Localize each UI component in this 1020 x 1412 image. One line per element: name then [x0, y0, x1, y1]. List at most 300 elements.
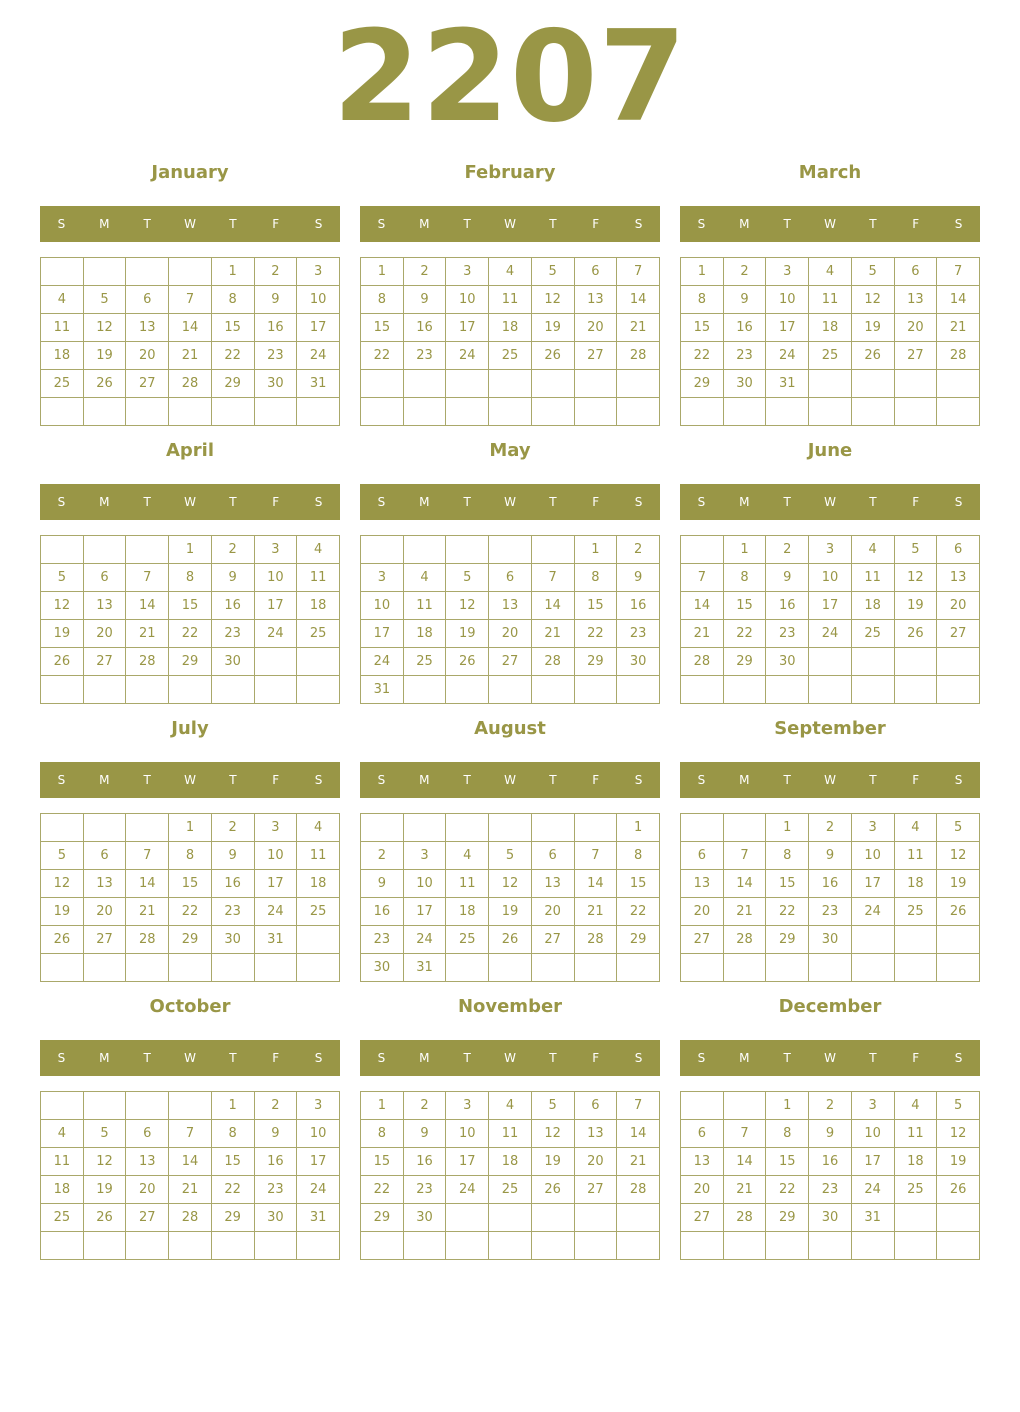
day-cell: 30: [254, 370, 297, 398]
week-row: [681, 564, 980, 592]
day-cell: 9: [361, 870, 404, 898]
day-cell: 17: [851, 1148, 894, 1176]
day-cell: 20: [83, 898, 126, 926]
day-cell: [403, 370, 446, 398]
week-row: [681, 648, 980, 676]
day-cell: [937, 1204, 980, 1232]
day-cell: [617, 676, 660, 704]
week-row: [41, 842, 340, 870]
day-cell: 1: [574, 536, 617, 564]
day-cell: 12: [489, 870, 532, 898]
day-cell: 8: [766, 842, 809, 870]
week-row: [681, 342, 980, 370]
day-cell: [361, 536, 404, 564]
week-row: [361, 370, 660, 398]
day-cell: 5: [851, 258, 894, 286]
weekday-label: T: [143, 773, 151, 787]
day-cell: 21: [574, 898, 617, 926]
weekday-header: [360, 762, 660, 798]
day-cell: 25: [41, 1204, 84, 1232]
weekday-label: M: [99, 217, 110, 231]
weekday-label: T: [549, 495, 557, 509]
day-cell: 7: [126, 564, 169, 592]
weekday-header: [40, 1040, 340, 1076]
day-cell: 15: [766, 870, 809, 898]
day-cell: [851, 926, 894, 954]
month-title: March: [798, 162, 862, 183]
day-cell: 9: [766, 564, 809, 592]
day-cell: [254, 648, 297, 676]
day-cell: 14: [723, 870, 766, 898]
day-grid: [40, 257, 340, 426]
day-cell: 18: [809, 314, 852, 342]
day-cell: 25: [403, 648, 446, 676]
day-cell: [531, 954, 574, 982]
day-cell: 23: [723, 342, 766, 370]
day-cell: 3: [809, 536, 852, 564]
weekday-label: F: [592, 217, 600, 231]
day-cell: [41, 258, 84, 286]
month-title: August: [474, 718, 546, 739]
day-cell: 13: [681, 870, 724, 898]
weekday-header: [680, 1040, 980, 1076]
weekday-label: W: [504, 1051, 516, 1065]
day-cell: 3: [297, 1092, 340, 1120]
day-cell: 7: [169, 1120, 212, 1148]
day-cell: [489, 676, 532, 704]
day-cell: 30: [809, 1204, 852, 1232]
day-cell: 6: [894, 258, 937, 286]
day-cell: 20: [937, 592, 980, 620]
day-cell: 11: [894, 1120, 937, 1148]
day-cell: 20: [681, 898, 724, 926]
day-cell: 13: [681, 1148, 724, 1176]
weekday-label: W: [824, 773, 836, 787]
day-cell: 12: [937, 1120, 980, 1148]
day-cell: [937, 648, 980, 676]
day-cell: 11: [809, 286, 852, 314]
day-cell: [254, 1232, 297, 1260]
day-cell: 22: [574, 620, 617, 648]
day-cell: [809, 1232, 852, 1260]
day-cell: 24: [254, 620, 297, 648]
weekday-label: M: [739, 1051, 750, 1065]
day-cell: 3: [851, 1092, 894, 1120]
week-row: [41, 342, 340, 370]
day-cell: 27: [894, 342, 937, 370]
day-cell: 22: [617, 898, 660, 926]
day-cell: [169, 954, 212, 982]
day-cell: [41, 814, 84, 842]
day-cell: 27: [83, 648, 126, 676]
weekday-label: S: [954, 773, 963, 787]
weekday-label: T: [463, 1051, 471, 1065]
weekday-header: [360, 484, 660, 520]
day-cell: 22: [681, 342, 724, 370]
week-row: [681, 1176, 980, 1204]
day-cell: [894, 926, 937, 954]
day-cell: 10: [403, 870, 446, 898]
weekday-label: T: [229, 1051, 237, 1065]
day-cell: 25: [446, 926, 489, 954]
day-cell: [254, 954, 297, 982]
day-cell: 16: [403, 1148, 446, 1176]
day-cell: 8: [766, 1120, 809, 1148]
day-cell: 9: [809, 1120, 852, 1148]
week-row: [681, 676, 980, 704]
week-row: [361, 564, 660, 592]
day-cell: 12: [446, 592, 489, 620]
day-cell: [531, 398, 574, 426]
day-cell: [446, 398, 489, 426]
weekday-label: T: [783, 773, 791, 787]
day-cell: 9: [254, 1120, 297, 1148]
day-cell: 18: [894, 870, 937, 898]
day-cell: 2: [723, 258, 766, 286]
weekday-label: M: [739, 773, 750, 787]
day-cell: 14: [169, 1148, 212, 1176]
day-cell: 7: [126, 842, 169, 870]
day-cell: 13: [574, 286, 617, 314]
day-cell: 16: [617, 592, 660, 620]
day-cell: [169, 676, 212, 704]
weekday-label: S: [377, 217, 386, 231]
day-cell: 10: [446, 286, 489, 314]
day-cell: 7: [617, 258, 660, 286]
day-cell: 28: [937, 342, 980, 370]
day-cell: 27: [83, 926, 126, 954]
weekday-header: [40, 484, 340, 520]
week-row: [361, 620, 660, 648]
day-cell: 24: [254, 898, 297, 926]
weekday-label: T: [783, 1051, 791, 1065]
day-cell: 10: [254, 842, 297, 870]
day-cell: 28: [126, 648, 169, 676]
day-cell: 23: [361, 926, 404, 954]
weekday-label: S: [57, 1051, 66, 1065]
weekday-label: M: [419, 773, 430, 787]
day-cell: 17: [254, 592, 297, 620]
day-cell: 29: [574, 648, 617, 676]
day-cell: [723, 1232, 766, 1260]
week-row: [681, 620, 980, 648]
week-row: [681, 926, 980, 954]
week-row: [681, 1092, 980, 1120]
day-cell: [297, 676, 340, 704]
day-cell: 23: [254, 342, 297, 370]
day-cell: 8: [169, 842, 212, 870]
day-cell: 9: [254, 286, 297, 314]
day-cell: 7: [681, 564, 724, 592]
weekday-label: W: [824, 495, 836, 509]
month-title: February: [464, 162, 556, 183]
weekday-label: M: [99, 1051, 110, 1065]
day-cell: [531, 1232, 574, 1260]
day-cell: 9: [403, 1120, 446, 1148]
day-cell: 1: [169, 536, 212, 564]
weekday-label: F: [912, 495, 920, 509]
day-cell: 6: [937, 536, 980, 564]
day-cell: 1: [766, 1092, 809, 1120]
day-grid: [360, 1091, 660, 1260]
day-cell: 15: [681, 314, 724, 342]
day-cell: 1: [681, 258, 724, 286]
month-title: January: [151, 162, 229, 183]
day-cell: 13: [83, 592, 126, 620]
day-cell: [723, 814, 766, 842]
day-cell: [851, 1232, 894, 1260]
day-cell: 2: [766, 536, 809, 564]
day-cell: [681, 1232, 724, 1260]
day-cell: 14: [126, 870, 169, 898]
day-cell: [894, 1232, 937, 1260]
day-cell: 27: [489, 648, 532, 676]
day-cell: [937, 398, 980, 426]
day-cell: 17: [254, 870, 297, 898]
week-row: [41, 1232, 340, 1260]
weekday-label: W: [184, 1051, 196, 1065]
day-cell: 18: [297, 592, 340, 620]
day-cell: 9: [403, 286, 446, 314]
day-cell: 12: [531, 286, 574, 314]
day-cell: 29: [361, 1204, 404, 1232]
day-cell: 18: [41, 342, 84, 370]
day-cell: 4: [297, 536, 340, 564]
day-cell: 26: [531, 342, 574, 370]
day-cell: 12: [894, 564, 937, 592]
weekday-label: S: [697, 773, 706, 787]
weekday-label: S: [314, 773, 323, 787]
day-cell: [574, 398, 617, 426]
day-cell: [403, 676, 446, 704]
day-grid: [680, 813, 980, 982]
day-cell: [809, 398, 852, 426]
week-row: [41, 258, 340, 286]
day-cell: 20: [83, 620, 126, 648]
day-cell: [574, 676, 617, 704]
day-cell: [681, 536, 724, 564]
day-grid: [680, 1091, 980, 1260]
weekday-label: S: [954, 1051, 963, 1065]
week-row: [361, 1176, 660, 1204]
day-cell: [297, 648, 340, 676]
day-cell: [297, 954, 340, 982]
day-cell: [254, 398, 297, 426]
weekday-label: S: [954, 495, 963, 509]
day-cell: 28: [169, 1204, 212, 1232]
day-cell: 28: [723, 926, 766, 954]
day-cell: 12: [41, 870, 84, 898]
day-cell: 21: [681, 620, 724, 648]
day-cell: 28: [574, 926, 617, 954]
day-cell: 13: [574, 1120, 617, 1148]
day-cell: [126, 814, 169, 842]
day-cell: 12: [41, 592, 84, 620]
day-cell: 19: [489, 898, 532, 926]
weekday-label: T: [549, 1051, 557, 1065]
day-cell: [617, 398, 660, 426]
day-cell: 22: [766, 1176, 809, 1204]
day-cell: [361, 1232, 404, 1260]
day-cell: 30: [617, 648, 660, 676]
day-cell: 6: [574, 258, 617, 286]
weekday-label: S: [314, 217, 323, 231]
day-cell: 18: [403, 620, 446, 648]
day-cell: 17: [851, 870, 894, 898]
weekday-label: T: [783, 495, 791, 509]
day-cell: [489, 536, 532, 564]
week-row: [681, 314, 980, 342]
day-cell: 6: [489, 564, 532, 592]
day-cell: [489, 370, 532, 398]
day-cell: 6: [574, 1092, 617, 1120]
weekday-label: M: [99, 773, 110, 787]
weekday-label: S: [954, 217, 963, 231]
day-cell: 17: [403, 898, 446, 926]
day-cell: 25: [894, 1176, 937, 1204]
day-cell: 24: [446, 1176, 489, 1204]
day-cell: 3: [446, 1092, 489, 1120]
day-cell: [126, 536, 169, 564]
day-cell: [211, 954, 254, 982]
week-row: [41, 870, 340, 898]
day-cell: 1: [361, 1092, 404, 1120]
day-grid: [40, 1091, 340, 1260]
day-cell: 16: [254, 314, 297, 342]
week-row: [361, 814, 660, 842]
day-grid: [360, 257, 660, 426]
day-cell: 23: [617, 620, 660, 648]
day-cell: 29: [617, 926, 660, 954]
day-cell: 2: [617, 536, 660, 564]
weekday-label: T: [869, 1051, 877, 1065]
day-cell: [446, 536, 489, 564]
day-cell: [41, 1232, 84, 1260]
day-cell: [937, 954, 980, 982]
day-cell: 6: [531, 842, 574, 870]
day-cell: [126, 676, 169, 704]
day-cell: 29: [681, 370, 724, 398]
day-cell: 5: [531, 1092, 574, 1120]
day-cell: 29: [169, 648, 212, 676]
day-cell: 29: [211, 1204, 254, 1232]
weekday-label: S: [57, 773, 66, 787]
day-cell: 26: [489, 926, 532, 954]
week-row: [41, 536, 340, 564]
day-cell: 4: [489, 258, 532, 286]
month-title: April: [165, 440, 215, 461]
week-row: [41, 592, 340, 620]
weekday-header: [680, 206, 980, 242]
day-cell: [126, 258, 169, 286]
day-cell: 15: [574, 592, 617, 620]
week-row: [681, 258, 980, 286]
day-cell: 26: [937, 1176, 980, 1204]
weekday-label: S: [57, 217, 66, 231]
day-cell: 24: [809, 620, 852, 648]
day-cell: 3: [254, 814, 297, 842]
day-cell: 10: [851, 842, 894, 870]
day-cell: [297, 926, 340, 954]
week-row: [361, 1204, 660, 1232]
day-cell: 23: [254, 1176, 297, 1204]
week-row: [361, 676, 660, 704]
day-cell: 1: [211, 1092, 254, 1120]
week-row: [41, 370, 340, 398]
weekday-label: T: [229, 773, 237, 787]
day-cell: 20: [574, 1148, 617, 1176]
day-cell: [851, 648, 894, 676]
weekday-label: F: [912, 217, 920, 231]
day-cell: 2: [403, 1092, 446, 1120]
day-cell: 6: [83, 842, 126, 870]
day-cell: 11: [489, 1120, 532, 1148]
week-row: [361, 1092, 660, 1120]
day-cell: 27: [574, 1176, 617, 1204]
day-cell: 30: [723, 370, 766, 398]
month-title: July: [171, 718, 209, 739]
day-cell: 27: [126, 1204, 169, 1232]
day-cell: 29: [211, 370, 254, 398]
day-cell: 4: [446, 842, 489, 870]
day-cell: 2: [361, 842, 404, 870]
day-cell: 29: [723, 648, 766, 676]
day-cell: 13: [126, 1148, 169, 1176]
day-cell: 15: [169, 870, 212, 898]
day-cell: 10: [851, 1120, 894, 1148]
week-row: [681, 814, 980, 842]
week-row: [361, 898, 660, 926]
day-cell: 29: [766, 926, 809, 954]
week-row: [361, 870, 660, 898]
day-cell: [894, 1204, 937, 1232]
day-cell: [169, 1092, 212, 1120]
day-cell: 5: [41, 564, 84, 592]
day-cell: [766, 1232, 809, 1260]
day-cell: 22: [361, 1176, 404, 1204]
day-cell: 18: [894, 1148, 937, 1176]
week-row: [41, 1176, 340, 1204]
day-cell: 15: [361, 1148, 404, 1176]
day-cell: 28: [681, 648, 724, 676]
week-row: [361, 398, 660, 426]
week-row: [681, 370, 980, 398]
weekday-label: T: [549, 217, 557, 231]
day-cell: 1: [169, 814, 212, 842]
week-row: [361, 648, 660, 676]
day-cell: 16: [809, 1148, 852, 1176]
day-cell: [851, 954, 894, 982]
day-cell: [403, 814, 446, 842]
day-cell: 25: [41, 370, 84, 398]
week-row: [41, 564, 340, 592]
day-cell: 22: [361, 342, 404, 370]
day-cell: 17: [297, 1148, 340, 1176]
day-cell: [446, 954, 489, 982]
day-cell: 8: [169, 564, 212, 592]
day-cell: 23: [403, 342, 446, 370]
day-cell: 13: [489, 592, 532, 620]
day-cell: 6: [126, 286, 169, 314]
day-cell: 26: [531, 1176, 574, 1204]
day-cell: 12: [937, 842, 980, 870]
day-cell: [446, 370, 489, 398]
day-cell: 19: [894, 592, 937, 620]
day-cell: 19: [531, 1148, 574, 1176]
day-cell: [489, 814, 532, 842]
day-cell: 12: [531, 1120, 574, 1148]
day-cell: 31: [254, 926, 297, 954]
